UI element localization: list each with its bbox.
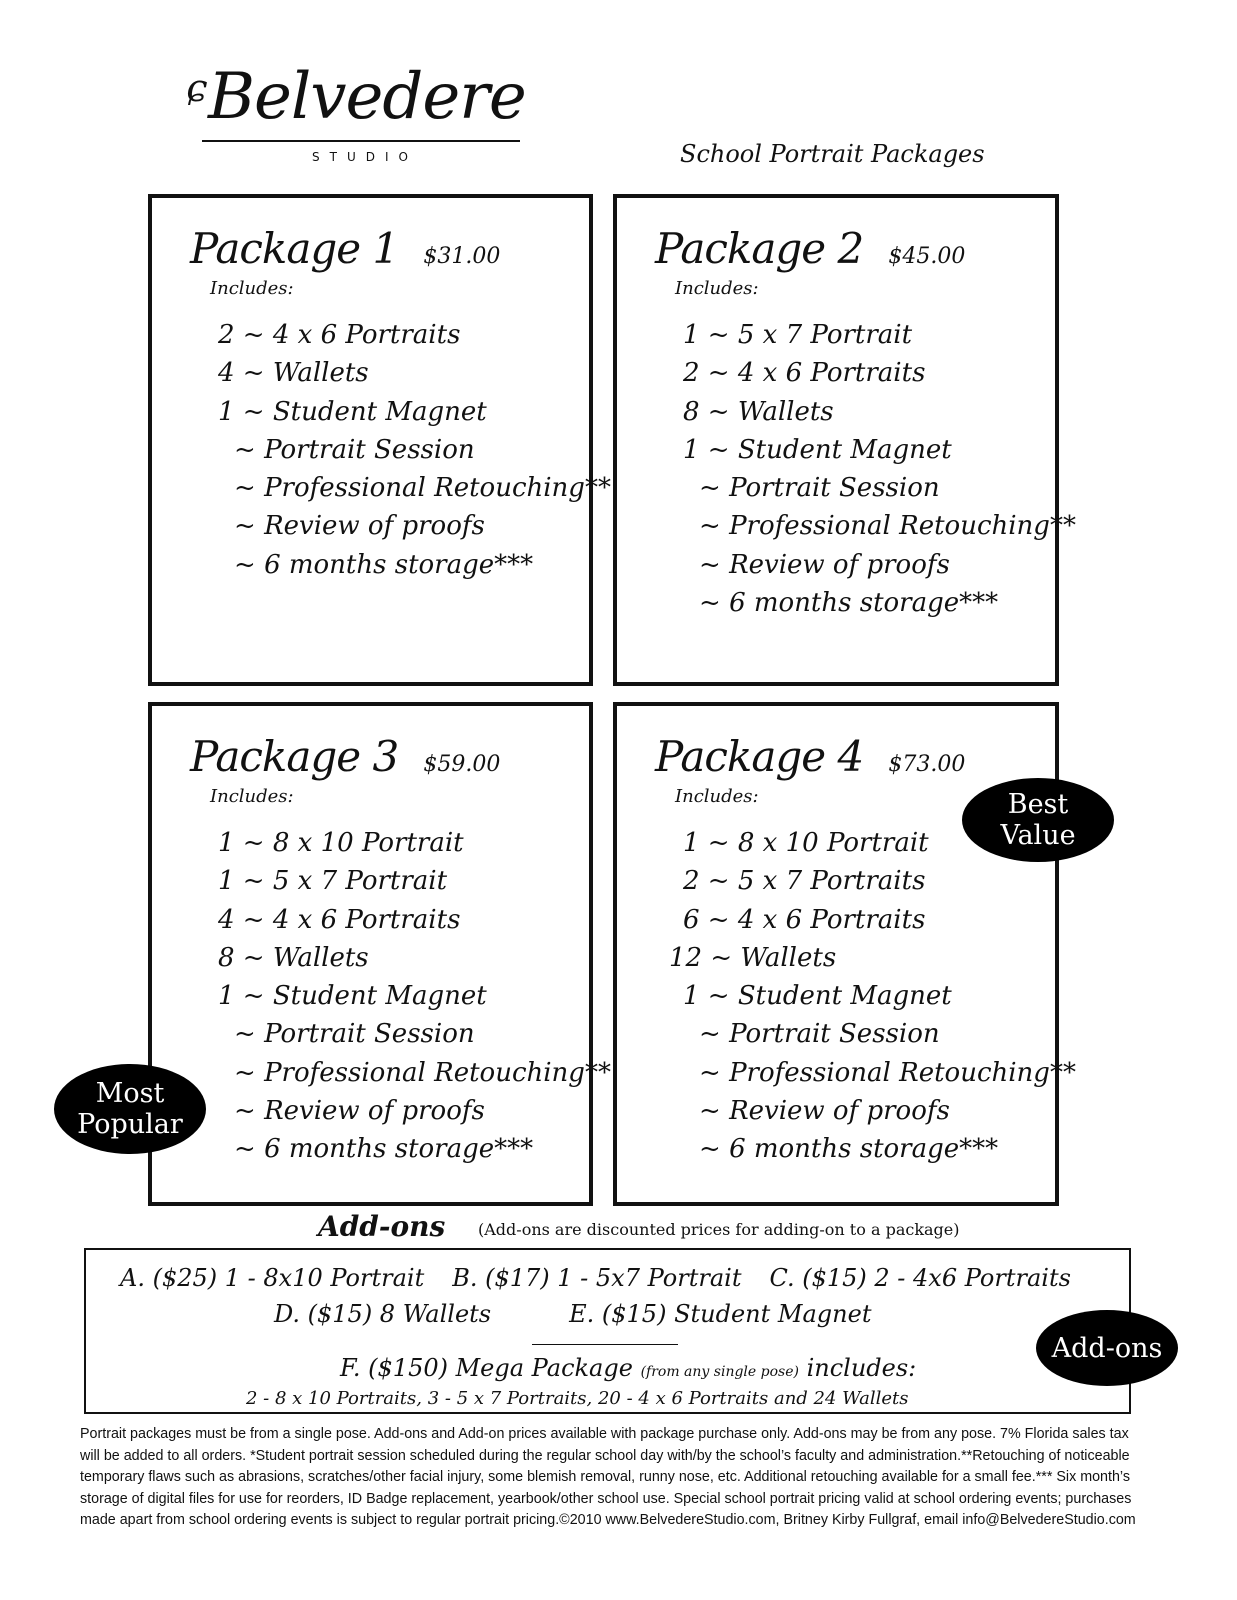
list-item: 1 ~ Student Magnet — [218, 396, 487, 427]
list-item: ~ 6 months storage*** — [699, 1134, 999, 1165]
list-item: 8 ~ Wallets — [218, 942, 369, 973]
list-item: 12 ~ Wallets — [669, 942, 837, 973]
list-item: ~ Review of proofs — [234, 511, 485, 542]
brand-logo — [186, 60, 526, 164]
addon-a: A. ($25) 1 - 8x10 Portrait — [120, 1264, 425, 1292]
addons-title: Add-ons — [318, 1210, 446, 1243]
addons-badge: Add-ons — [1036, 1310, 1178, 1386]
list-item: 1 ~ 8 x 10 Portrait — [218, 828, 464, 858]
most-popular-badge: Most Popular — [54, 1064, 206, 1154]
addon-e: E. ($15) Student Magnet — [569, 1300, 872, 1328]
package-items — [218, 824, 611, 1169]
addons-box — [84, 1248, 1131, 1414]
addons-line-1 — [120, 1264, 1071, 1292]
list-item: 1 ~ 8 x 10 Portrait — [683, 828, 929, 858]
addons-divider — [532, 1344, 678, 1345]
list-item: 1 ~ Student Magnet — [683, 434, 952, 465]
package-items — [669, 824, 1076, 1169]
brand-subtitle: STUDIO — [312, 150, 418, 164]
footer-terms: Portrait packages must be from a single pose. Add-ons and Add-on prices available with package purchase only. Add-ons may be from any pose. 7% Florida sales tax will be added to all orders. *Student portrait session scheduled during the regular school day with/by the school’s faculty and administration.**Retouching of noticeable temporary flaws such as abrasions, scratches/other facial injury, some blemish removal, runny nose, etc. Additional retouching available for a small fee.*** Six month’s storage of digital files for use for reorders, ID Badge replacement, yearbook/other school use. Special school portrait pricing valid at school ordering events; purchases made apart from school ordering events is subject to regular portrait pricing.©2010 www.BelvedereStudio.com, Britney Kirby Fullgraf, email info@BelvedereStudio.com — [80, 1426, 1136, 1529]
list-item: 2 ~ 4 x 6 Portraits — [683, 358, 926, 389]
package-card-3 — [148, 702, 611, 1206]
package-title: Package 4 — [655, 732, 864, 781]
package-items — [683, 316, 1076, 622]
list-item: 1 ~ 5 x 7 Portrait — [683, 320, 913, 350]
best-value-badge: Best Value — [962, 778, 1114, 862]
page-title: School Portrait Packages — [680, 140, 985, 168]
list-item: 2 ~ 5 x 7 Portraits — [683, 866, 926, 897]
includes-label: Includes: — [675, 786, 759, 807]
list-item: 2 ~ 4 x 6 Portraits — [218, 320, 461, 350]
addon-b: B. ($17) 1 - 5x7 Portrait — [452, 1264, 742, 1292]
package-header — [655, 224, 965, 273]
package-card-4 — [613, 702, 1076, 1206]
list-item: ~ Portrait Session — [234, 434, 475, 465]
mega-package-line: F. ($150) Mega Package (from any single pose) includes: — [340, 1354, 917, 1382]
package-header — [190, 224, 500, 273]
package-price: $59.00 — [423, 752, 501, 777]
list-item: ~ Review of proofs — [699, 549, 950, 580]
list-item: ~ Professional Retouching** — [234, 1057, 611, 1088]
list-item: ~ 6 months storage*** — [234, 1134, 534, 1165]
list-item: ~ Professional Retouching** — [699, 511, 1076, 542]
package-price: $31.00 — [423, 244, 501, 269]
list-item: 1 ~ Student Magnet — [218, 981, 487, 1012]
package-header — [190, 732, 500, 781]
brand-name: Belvedere — [208, 60, 526, 134]
includes-label: Includes: — [210, 786, 294, 807]
package-items — [218, 316, 611, 584]
package-title: Package 3 — [190, 732, 399, 781]
list-item: 8 ~ Wallets — [683, 396, 834, 427]
list-item: ~ Portrait Session — [699, 473, 940, 504]
package-title: Package 2 — [655, 224, 864, 273]
mega-package-detail: 2 - 8 x 10 Portraits, 3 - 5 x 7 Portraits, 20 - 4 x 6 Portraits and 24 Wallets — [246, 1388, 909, 1409]
list-item: ~ Portrait Session — [699, 1019, 940, 1050]
logo-divider — [202, 140, 520, 142]
addons-line-2 — [274, 1300, 871, 1328]
list-item: 4 ~ Wallets — [218, 358, 369, 389]
list-item: ~ 6 months storage*** — [234, 549, 534, 580]
includes-label: Includes: — [675, 278, 759, 299]
addon-d: D. ($15) 8 Wallets — [274, 1300, 492, 1328]
list-item: 4 ~ 4 x 6 Portraits — [218, 904, 461, 935]
package-title: Package 1 — [190, 224, 399, 273]
list-item: ~ Review of proofs — [234, 1096, 485, 1127]
list-item: 1 ~ 5 x 7 Portrait — [218, 866, 448, 897]
package-card-1 — [148, 194, 611, 686]
package-price: $73.00 — [888, 752, 966, 777]
package-price: $45.00 — [888, 244, 966, 269]
list-item: ~ Professional Retouching** — [234, 473, 611, 504]
addons-note: (Add-ons are discounted prices for adding-on to a package) — [478, 1220, 960, 1239]
list-item: ~ Review of proofs — [699, 1096, 950, 1127]
package-header — [655, 732, 965, 781]
list-item: ~ 6 months storage*** — [699, 588, 999, 619]
list-item: 1 ~ Student Magnet — [683, 981, 952, 1012]
list-item: ~ Portrait Session — [234, 1019, 475, 1050]
addon-c: C. ($15) 2 - 4x6 Portraits — [769, 1264, 1071, 1292]
list-item: 6 ~ 4 x 6 Portraits — [683, 904, 926, 935]
scroll-ornament-icon: ɕ — [186, 66, 208, 110]
package-card-2 — [613, 194, 1076, 686]
list-item: ~ Professional Retouching** — [699, 1057, 1076, 1088]
includes-label: Includes: — [210, 278, 294, 299]
